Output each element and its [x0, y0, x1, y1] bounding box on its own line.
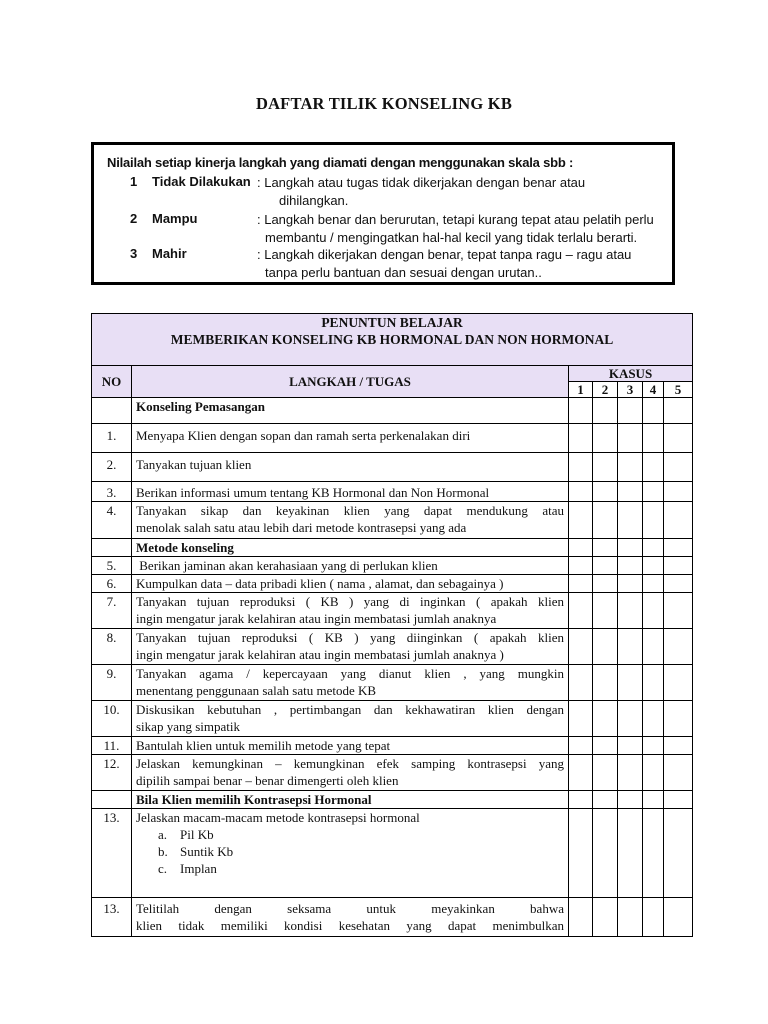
section-row: [92, 791, 693, 809]
task-text-line: ingin mengatur jarak kelahiran atau ingin membatasi jumlah anaknya ): [136, 647, 504, 662]
score-cell[interactable]: [569, 453, 593, 482]
score-cell[interactable]: [664, 809, 693, 898]
score-cell[interactable]: [643, 482, 664, 502]
row-number: 2.: [92, 453, 132, 482]
table-row: [92, 502, 693, 539]
score-cell[interactable]: [569, 539, 593, 557]
kasus-number: 4: [643, 382, 664, 398]
section-heading: Konseling Pemasangan: [132, 398, 569, 424]
score-cell[interactable]: [618, 898, 643, 937]
task-text-line: ingin mengatur jarak kelahiran atau ingin membatasi jumlah anaknya: [136, 611, 497, 626]
table-row: [92, 629, 693, 665]
task-text-line: Diskusikan kebutuhan , pertimbangan dan kekhawatiran klien dengan: [136, 702, 564, 717]
score-cell[interactable]: [618, 701, 643, 737]
scale-term: Tidak Dilakukan: [152, 174, 251, 189]
table-row: [92, 755, 693, 791]
task-text: [132, 755, 569, 791]
row-number: 13.: [92, 809, 132, 898]
score-cell[interactable]: [618, 539, 643, 557]
table-row: [92, 701, 693, 737]
score-cell[interactable]: [569, 809, 593, 898]
score-cell[interactable]: [569, 482, 593, 502]
score-cell[interactable]: [664, 575, 693, 593]
task-text: [132, 898, 569, 937]
score-cell[interactable]: [664, 665, 693, 701]
scale-description-line: membantu / mengingatkan hal-hal kecil yang tidak terlalu berarti.: [265, 230, 638, 245]
task-text: Berikan informasi umum tentang KB Hormonal dan Non Hormonal: [132, 482, 569, 502]
task-text-line: Tanyakan agama / kepercayaan yang dianut klien , yang mungkin: [136, 666, 564, 681]
score-cell[interactable]: [664, 791, 693, 809]
list-item: [136, 860, 564, 877]
task-text-line: klien tidak memiliki kondisi kesehatan yang dapat menimbulkan: [136, 918, 564, 933]
score-cell[interactable]: [593, 575, 618, 593]
task-text: Berikan jaminan akan kerahasiaan yang di perlukan klien: [132, 557, 569, 575]
score-cell[interactable]: [593, 482, 618, 502]
score-cell[interactable]: [593, 629, 618, 665]
checklist-table: [91, 313, 693, 937]
section-row: [92, 539, 693, 557]
score-cell[interactable]: [618, 737, 643, 755]
score-cell[interactable]: [664, 398, 693, 424]
scale-description: [257, 211, 667, 247]
scale-term: Mampu: [152, 211, 198, 226]
task-text: Tanyakan tujuan klien: [132, 453, 569, 482]
score-cell[interactable]: [618, 629, 643, 665]
row-number: 8.: [92, 629, 132, 665]
score-cell[interactable]: [618, 575, 643, 593]
score-cell[interactable]: [643, 701, 664, 737]
section-heading: Metode konseling: [132, 539, 569, 557]
score-cell[interactable]: [618, 502, 643, 539]
task-text-line: sikap yang simpatik: [136, 719, 240, 734]
score-cell[interactable]: [593, 539, 618, 557]
kasus-number: 2: [593, 382, 618, 398]
table-row: [92, 482, 693, 502]
score-cell[interactable]: [664, 898, 693, 937]
row-number: 9.: [92, 665, 132, 701]
task-text-line: menentang penggunaan salah satu metode KB: [136, 683, 377, 698]
table-title: [92, 314, 693, 366]
row-number: 5.: [92, 557, 132, 575]
score-cell[interactable]: [643, 755, 664, 791]
score-cell[interactable]: [569, 791, 593, 809]
scale-number: 3: [130, 246, 138, 261]
score-cell[interactable]: [618, 398, 643, 424]
task-text-line: Tanyakan sikap dan keyakinan klien yang dapat mendukung atau: [136, 503, 564, 518]
score-cell[interactable]: [593, 791, 618, 809]
score-cell[interactable]: [643, 502, 664, 539]
score-cell[interactable]: [643, 398, 664, 424]
column-header-row: [92, 366, 693, 382]
score-cell[interactable]: [618, 557, 643, 575]
task-text: [132, 665, 569, 701]
score-cell[interactable]: [593, 398, 618, 424]
score-cell[interactable]: [664, 453, 693, 482]
section-row: [92, 398, 693, 424]
table-row: [92, 593, 693, 629]
score-cell[interactable]: [664, 424, 693, 453]
score-cell[interactable]: [643, 898, 664, 937]
column-header-kasus: KASUS: [569, 366, 693, 382]
score-cell[interactable]: [643, 737, 664, 755]
score-cell[interactable]: [643, 575, 664, 593]
score-cell[interactable]: [664, 629, 693, 665]
table-row: [92, 809, 693, 898]
row-number: 12.: [92, 755, 132, 791]
list-marker: b.: [158, 844, 168, 859]
table-row: [92, 737, 693, 755]
scale-description-line: : Langkah atau tugas tidak dikerjakan dengan benar atau: [257, 175, 586, 190]
score-cell[interactable]: [593, 557, 618, 575]
scale-number: 1: [130, 174, 138, 189]
score-cell[interactable]: [664, 701, 693, 737]
score-cell[interactable]: [593, 502, 618, 539]
score-cell[interactable]: [569, 593, 593, 629]
score-cell[interactable]: [643, 539, 664, 557]
score-cell[interactable]: [664, 502, 693, 539]
table-title-line: MEMBERIKAN KONSELING KB HORMONAL DAN NON HORMONAL: [170, 332, 614, 347]
score-cell[interactable]: [618, 665, 643, 701]
score-cell[interactable]: [618, 755, 643, 791]
table-row: [92, 575, 693, 593]
score-cell[interactable]: [643, 424, 664, 453]
document-title: DAFTAR TILIK KONSELING KB: [255, 94, 513, 113]
score-cell[interactable]: [569, 575, 593, 593]
score-cell[interactable]: [593, 665, 618, 701]
score-cell[interactable]: [618, 593, 643, 629]
score-cell[interactable]: [664, 482, 693, 502]
scale-description-line: tanpa perlu bantuan dan sesuai dengan urutan..: [265, 265, 542, 280]
kasus-number: 3: [618, 382, 643, 398]
score-cell[interactable]: [643, 453, 664, 482]
score-cell[interactable]: [618, 424, 643, 453]
kasus-number: 5: [664, 382, 693, 398]
task-text: Bantulah klien untuk memilih metode yang tepat: [132, 737, 569, 755]
task-text-line: dipilih sampai benar – benar dimengerti oleh klien: [136, 773, 399, 788]
row-number: 6.: [92, 575, 132, 593]
score-cell[interactable]: [593, 701, 618, 737]
list-item: [136, 826, 564, 843]
score-cell[interactable]: [618, 791, 643, 809]
score-cell[interactable]: [569, 701, 593, 737]
section-heading: Bila Klien memilih Kontrasepsi Hormonal: [132, 791, 569, 809]
table-row: [92, 557, 693, 575]
column-header-no: NO: [92, 366, 132, 398]
score-cell[interactable]: [569, 755, 593, 791]
score-cell[interactable]: [593, 898, 618, 937]
row-number: 1.: [92, 424, 132, 453]
table-row: [92, 453, 693, 482]
table-title-line: PENUNTUN BELAJAR: [321, 315, 463, 330]
row-number: 4.: [92, 502, 132, 539]
score-cell[interactable]: [569, 898, 593, 937]
column-header-task: LANGKAH / TUGAS: [132, 366, 569, 398]
score-cell[interactable]: [643, 665, 664, 701]
score-cell[interactable]: [664, 737, 693, 755]
table-row: [92, 424, 693, 453]
task-text-line: Tanyakan tujuan reproduksi ( KB ) yang diinginkan ( apakah klien: [136, 630, 564, 645]
score-cell[interactable]: [569, 502, 593, 539]
score-cell[interactable]: [664, 593, 693, 629]
score-cell[interactable]: [593, 424, 618, 453]
list-item: [136, 843, 564, 860]
score-cell[interactable]: [569, 424, 593, 453]
table-row: [92, 665, 693, 701]
scale-description-line: dihilangkan.: [279, 193, 349, 208]
scale-intro: Nilailah setiap kinerja langkah yang diamati dengan menggunakan skala sbb :: [107, 155, 574, 170]
task-text-line: menolak salah satu atau lebih dari metode kontrasepsi yang ada: [136, 520, 467, 535]
score-cell[interactable]: [664, 755, 693, 791]
table-title-row: [92, 314, 693, 366]
task-text: [132, 593, 569, 629]
score-cell[interactable]: [569, 557, 593, 575]
score-cell[interactable]: [643, 557, 664, 575]
task-text: [132, 629, 569, 665]
row-number: 10.: [92, 701, 132, 737]
task-text-line: Jelaskan macam-macam metode kontrasepsi hormonal: [136, 810, 420, 825]
task-text: [132, 809, 569, 898]
score-cell[interactable]: [664, 539, 693, 557]
list-marker: c.: [158, 861, 168, 876]
list-item-text: Implan: [180, 861, 217, 876]
scale-number: 2: [130, 211, 138, 226]
scale-description: [257, 174, 667, 210]
list-marker: a.: [158, 827, 168, 842]
task-text: [132, 502, 569, 539]
score-cell[interactable]: [643, 791, 664, 809]
task-text: [132, 701, 569, 737]
score-cell[interactable]: [664, 557, 693, 575]
scale-description-line: : Langkah dikerjakan dengan benar, tepat tanpa ragu – ragu atau: [257, 247, 632, 262]
score-cell[interactable]: [593, 737, 618, 755]
rating-scale-box: [91, 142, 675, 285]
row-number: 13.: [92, 898, 132, 937]
scale-description-line: : Langkah benar dan berurutan, tetapi kurang tepat atau pelatih perlu: [257, 212, 654, 227]
score-cell[interactable]: [593, 809, 618, 898]
score-cell[interactable]: [593, 453, 618, 482]
score-cell[interactable]: [569, 398, 593, 424]
task-text: Kumpulkan data – data pribadi klien ( nama , alamat, dan sebagainya ): [132, 575, 569, 593]
list-item-text: Suntik Kb: [180, 844, 234, 859]
task-text-line: Telitilah dengan seksama untuk meyakinkan bahwa: [136, 901, 564, 916]
score-cell[interactable]: [618, 482, 643, 502]
score-cell[interactable]: [618, 453, 643, 482]
scale-description: [257, 246, 667, 282]
score-cell[interactable]: [618, 809, 643, 898]
task-text-line: Jelaskan kemungkinan – kemungkinan efek samping kontrasepsi yang: [136, 756, 564, 771]
row-number: 3.: [92, 482, 132, 502]
score-cell[interactable]: [593, 593, 618, 629]
score-cell[interactable]: [569, 665, 593, 701]
list-item-text: Pil Kb: [180, 827, 214, 842]
task-text-line: Tanyakan tujuan reproduksi ( KB ) yang di inginkan ( apakah klien: [136, 594, 564, 609]
table-row: [92, 898, 693, 937]
kasus-number: 1: [569, 382, 593, 398]
scale-term: Mahir: [152, 246, 187, 261]
row-number: 11.: [92, 737, 132, 755]
task-text: Menyapa Klien dengan sopan dan ramah serta perkenalakan diri: [132, 424, 569, 453]
score-cell[interactable]: [643, 629, 664, 665]
score-cell[interactable]: [569, 737, 593, 755]
score-cell[interactable]: [569, 629, 593, 665]
score-cell[interactable]: [643, 593, 664, 629]
score-cell[interactable]: [643, 809, 664, 898]
row-number: 7.: [92, 593, 132, 629]
score-cell[interactable]: [593, 755, 618, 791]
